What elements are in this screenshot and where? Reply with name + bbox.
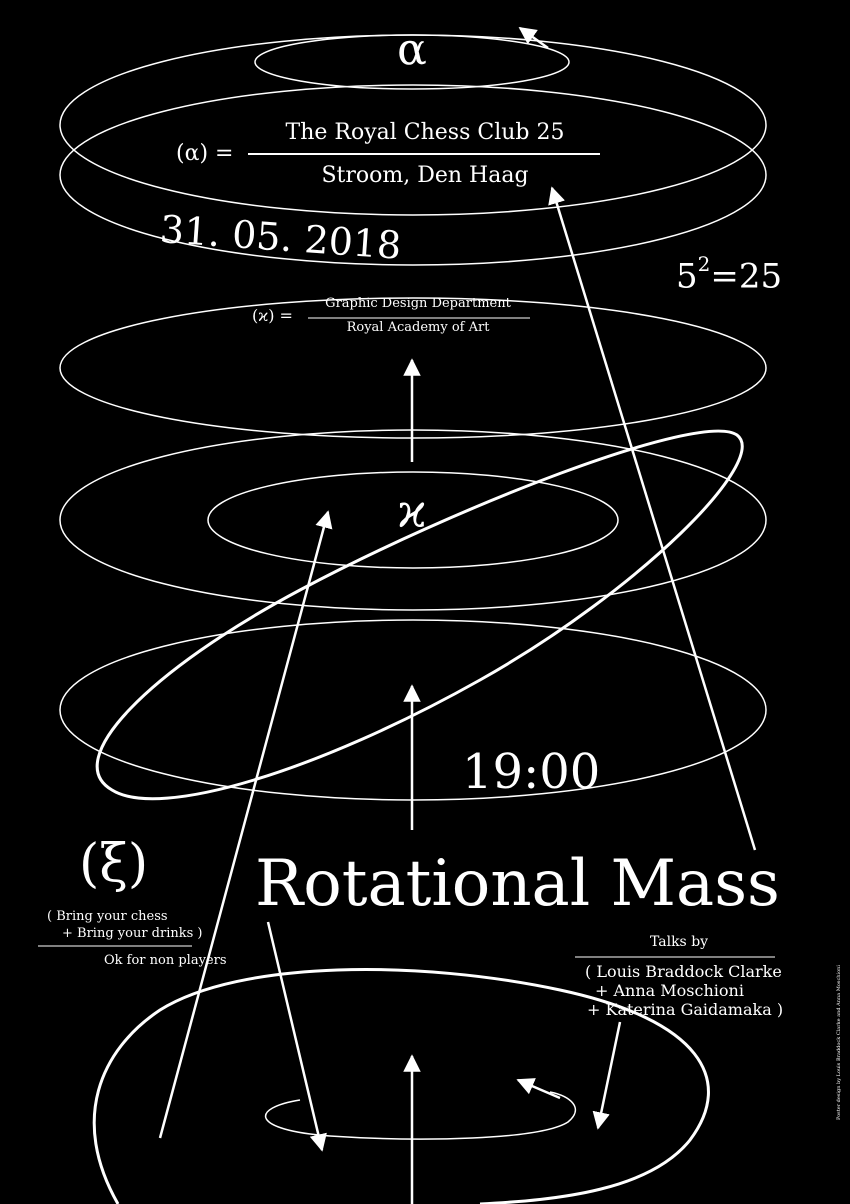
ok-line: Ok for non players: [104, 953, 227, 968]
poster-title: Rotational Mass: [255, 847, 780, 921]
design-credit: Poster design by Louis Braddock Clarke and Anna Moschioni: [836, 965, 842, 1120]
talks-by-label: Talks by: [650, 934, 709, 950]
speaker-2: + Anna Moschioni: [595, 981, 744, 1000]
arrow-down-left: [268, 922, 322, 1150]
bring-line-2: + Bring your drinks ): [62, 926, 203, 941]
power-result: =25: [710, 256, 783, 297]
speaker-1: ( Louis Braddock Clarke: [585, 962, 782, 981]
event-date: 31. 05. 2018: [158, 207, 403, 268]
kappa-symbol: ϰ: [397, 484, 427, 538]
power-base: 5: [676, 256, 698, 297]
venue-line-1: The Royal Chess Club 25: [285, 120, 565, 145]
bring-line-1: ( Bring your chess: [47, 909, 168, 924]
power-exponent: 2: [697, 252, 711, 276]
venue-line-2: Stroom, Den Haag: [321, 163, 529, 188]
xi-symbol: (ξ): [79, 834, 149, 894]
arrow-left-bottom: [518, 1080, 560, 1098]
arrow-diagonal-left: [160, 512, 328, 1138]
power-equation: [676, 252, 783, 297]
speaker-3: + Katerina Gaidamaka ): [587, 1000, 784, 1019]
event-time: 19:00: [462, 744, 601, 800]
alpha-symbol: α: [397, 24, 427, 75]
kappa-equation-lhs: (ϰ) =: [252, 306, 293, 325]
orbit-ring-bottom-small: [266, 1092, 576, 1139]
dept-line-1: Graphic Design Department: [325, 296, 511, 311]
arrow-down-right: [598, 1022, 620, 1128]
alpha-equation-lhs: (α) =: [176, 141, 234, 166]
dept-line-2: Royal Academy of Art: [346, 320, 490, 335]
